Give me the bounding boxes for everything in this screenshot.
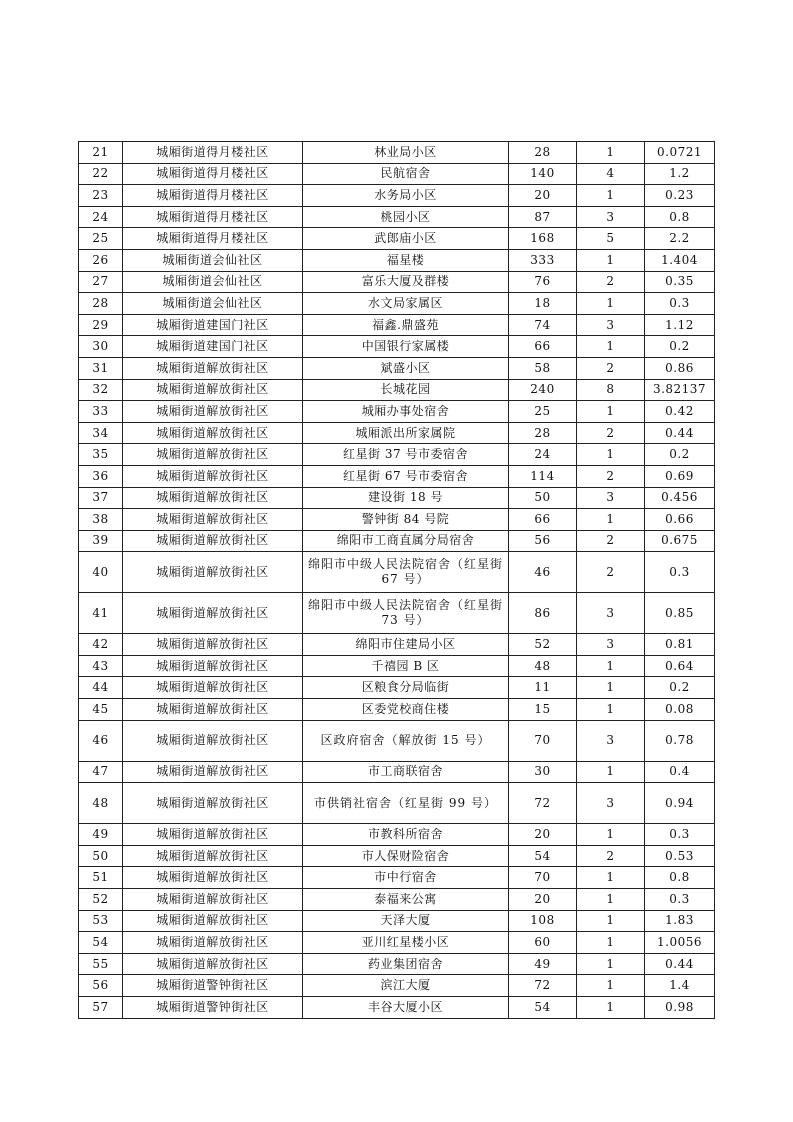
household-count: 15 — [509, 699, 577, 721]
row-number: 39 — [79, 530, 123, 552]
household-count: 28 — [509, 142, 577, 164]
building-count: 1 — [577, 889, 645, 911]
table-body — [79, 142, 715, 1019]
area-value: 0.2 — [645, 444, 715, 466]
residence-name: 中国银行家属楼 — [303, 336, 509, 358]
household-count: 52 — [509, 634, 577, 656]
row-number: 43 — [79, 655, 123, 677]
table-row — [79, 163, 715, 185]
residence-name: 区委党校商住楼 — [303, 699, 509, 721]
community-name: 城厢街道建国门社区 — [123, 336, 303, 358]
row-number: 57 — [79, 997, 123, 1019]
community-name: 城厢街道会仙社区 — [123, 271, 303, 293]
table-row — [79, 293, 715, 315]
building-count: 2 — [577, 465, 645, 487]
table-row — [79, 142, 715, 164]
table-row — [79, 783, 715, 824]
building-count: 3 — [577, 720, 645, 761]
row-number: 22 — [79, 163, 123, 185]
row-number: 51 — [79, 867, 123, 889]
community-name: 城厢街道会仙社区 — [123, 249, 303, 271]
building-count: 5 — [577, 228, 645, 250]
building-count: 1 — [577, 677, 645, 699]
row-number: 28 — [79, 293, 123, 315]
residence-name: 城厢派出所家属院 — [303, 422, 509, 444]
building-count: 4 — [577, 163, 645, 185]
community-name: 城厢街道解放街社区 — [123, 677, 303, 699]
household-count: 72 — [509, 975, 577, 997]
row-number: 40 — [79, 552, 123, 593]
community-name: 城厢街道解放街社区 — [123, 357, 303, 379]
building-count: 3 — [577, 783, 645, 824]
row-number: 52 — [79, 889, 123, 911]
table-row — [79, 953, 715, 975]
row-number: 27 — [79, 271, 123, 293]
community-name: 城厢街道得月楼社区 — [123, 163, 303, 185]
residence-name: 丰谷大厦小区 — [303, 997, 509, 1019]
table-row — [79, 228, 715, 250]
area-value: 0.0721 — [645, 142, 715, 164]
row-number: 26 — [79, 249, 123, 271]
building-count: 1 — [577, 699, 645, 721]
area-value: 0.3 — [645, 293, 715, 315]
community-name: 城厢街道解放街社区 — [123, 824, 303, 846]
table-row — [79, 336, 715, 358]
building-count: 1 — [577, 910, 645, 932]
residence-name: 泰福来公寓 — [303, 889, 509, 911]
row-number: 45 — [79, 699, 123, 721]
building-count: 3 — [577, 206, 645, 228]
community-name: 城厢街道得月楼社区 — [123, 142, 303, 164]
household-count: 87 — [509, 206, 577, 228]
table-row — [79, 206, 715, 228]
area-value: 0.44 — [645, 422, 715, 444]
area-value: 0.94 — [645, 783, 715, 824]
household-count: 70 — [509, 867, 577, 889]
area-value: 1.12 — [645, 314, 715, 336]
community-name: 城厢街道得月楼社区 — [123, 206, 303, 228]
residence-name: 民航宿舍 — [303, 163, 509, 185]
area-value: 0.98 — [645, 997, 715, 1019]
residence-name: 红星街 67 号市委宿舍 — [303, 465, 509, 487]
residence-name: 市人保财险宿舍 — [303, 845, 509, 867]
table-row — [79, 677, 715, 699]
area-value: 2.2 — [645, 228, 715, 250]
row-number: 25 — [79, 228, 123, 250]
building-count: 2 — [577, 530, 645, 552]
household-count: 20 — [509, 889, 577, 911]
household-count: 108 — [509, 910, 577, 932]
residence-name: 滨江大厦 — [303, 975, 509, 997]
area-value: 0.2 — [645, 677, 715, 699]
table-row — [79, 271, 715, 293]
residence-name: 绵阳市中级人民法院宿舍（红星街 73 号） — [303, 593, 509, 634]
community-name: 城厢街道解放街社区 — [123, 593, 303, 634]
building-count: 1 — [577, 185, 645, 207]
table-row — [79, 357, 715, 379]
community-name: 城厢街道解放街社区 — [123, 889, 303, 911]
row-number: 37 — [79, 487, 123, 509]
household-count: 76 — [509, 271, 577, 293]
residence-name: 建设街 18 号 — [303, 487, 509, 509]
household-count: 49 — [509, 953, 577, 975]
row-number: 55 — [79, 953, 123, 975]
community-name: 城厢街道得月楼社区 — [123, 228, 303, 250]
household-count: 18 — [509, 293, 577, 315]
area-value: 0.4 — [645, 761, 715, 783]
community-name: 城厢街道解放街社区 — [123, 379, 303, 401]
community-name: 城厢街道警钟街社区 — [123, 975, 303, 997]
residence-name: 市工商联宿舍 — [303, 761, 509, 783]
community-name: 城厢街道得月楼社区 — [123, 185, 303, 207]
household-count: 54 — [509, 997, 577, 1019]
household-count: 50 — [509, 487, 577, 509]
community-name: 城厢街道解放街社区 — [123, 867, 303, 889]
area-value: 1.83 — [645, 910, 715, 932]
table-row — [79, 975, 715, 997]
community-name: 城厢街道解放街社区 — [123, 761, 303, 783]
residence-name: 富乐大厦及群楼 — [303, 271, 509, 293]
household-count: 168 — [509, 228, 577, 250]
area-value: 0.456 — [645, 487, 715, 509]
household-count: 60 — [509, 932, 577, 954]
table-row — [79, 593, 715, 634]
table-row — [79, 487, 715, 509]
residence-name: 天泽大厦 — [303, 910, 509, 932]
area-value: 0.8 — [645, 206, 715, 228]
building-count: 1 — [577, 249, 645, 271]
area-value: 1.4 — [645, 975, 715, 997]
residence-name: 桃园小区 — [303, 206, 509, 228]
area-value: 0.78 — [645, 720, 715, 761]
building-count: 1 — [577, 293, 645, 315]
community-name: 城厢街道解放街社区 — [123, 699, 303, 721]
building-count: 1 — [577, 444, 645, 466]
residence-name: 林业局小区 — [303, 142, 509, 164]
household-count: 54 — [509, 845, 577, 867]
household-count: 240 — [509, 379, 577, 401]
building-count: 3 — [577, 634, 645, 656]
community-name: 城厢街道解放街社区 — [123, 655, 303, 677]
area-value: 0.08 — [645, 699, 715, 721]
table-row — [79, 249, 715, 271]
row-number: 35 — [79, 444, 123, 466]
row-number: 54 — [79, 932, 123, 954]
community-name: 城厢街道解放街社区 — [123, 720, 303, 761]
table-row — [79, 530, 715, 552]
row-number: 36 — [79, 465, 123, 487]
building-count: 1 — [577, 761, 645, 783]
table-row — [79, 185, 715, 207]
area-value: 0.2 — [645, 336, 715, 358]
data-table — [78, 141, 715, 1019]
residence-name: 斌盛小区 — [303, 357, 509, 379]
table-row — [79, 634, 715, 656]
table-row — [79, 824, 715, 846]
community-name: 城厢街道会仙社区 — [123, 293, 303, 315]
table-row — [79, 444, 715, 466]
table-row — [79, 401, 715, 423]
residence-name: 警钟街 84 号院 — [303, 509, 509, 531]
building-count: 2 — [577, 845, 645, 867]
row-number: 31 — [79, 357, 123, 379]
area-value: 1.2 — [645, 163, 715, 185]
row-number: 48 — [79, 783, 123, 824]
table-row — [79, 720, 715, 761]
residence-name: 亚川红星楼小区 — [303, 932, 509, 954]
household-count: 20 — [509, 824, 577, 846]
row-number: 23 — [79, 185, 123, 207]
household-count: 114 — [509, 465, 577, 487]
household-count: 30 — [509, 761, 577, 783]
table-row — [79, 699, 715, 721]
table-row — [79, 552, 715, 593]
area-value: 0.3 — [645, 889, 715, 911]
row-number: 44 — [79, 677, 123, 699]
community-name: 城厢街道解放街社区 — [123, 487, 303, 509]
table-row — [79, 379, 715, 401]
community-name: 城厢街道解放街社区 — [123, 932, 303, 954]
building-count: 2 — [577, 357, 645, 379]
residence-name: 武郎庙小区 — [303, 228, 509, 250]
row-number: 50 — [79, 845, 123, 867]
household-count: 56 — [509, 530, 577, 552]
building-count: 3 — [577, 487, 645, 509]
household-count: 72 — [509, 783, 577, 824]
area-value: 0.35 — [645, 271, 715, 293]
row-number: 42 — [79, 634, 123, 656]
area-value: 0.64 — [645, 655, 715, 677]
community-name: 城厢街道解放街社区 — [123, 910, 303, 932]
row-number: 24 — [79, 206, 123, 228]
household-count: 66 — [509, 336, 577, 358]
table-row — [79, 314, 715, 336]
residence-name: 区粮食分局临街 — [303, 677, 509, 699]
household-count: 46 — [509, 552, 577, 593]
building-count: 1 — [577, 975, 645, 997]
community-name: 城厢街道解放街社区 — [123, 530, 303, 552]
row-number: 46 — [79, 720, 123, 761]
table-row — [79, 422, 715, 444]
building-count: 1 — [577, 997, 645, 1019]
community-name: 城厢街道建国门社区 — [123, 314, 303, 336]
area-value: 1.404 — [645, 249, 715, 271]
residence-name: 市供销社宿舍（红星街 99 号） — [303, 783, 509, 824]
building-count: 1 — [577, 867, 645, 889]
community-name: 城厢街道解放街社区 — [123, 634, 303, 656]
area-value: 0.69 — [645, 465, 715, 487]
residence-name: 城厢办事处宿舍 — [303, 401, 509, 423]
residence-name: 福星楼 — [303, 249, 509, 271]
community-name: 城厢街道解放街社区 — [123, 552, 303, 593]
building-count: 2 — [577, 422, 645, 444]
community-name: 城厢街道解放街社区 — [123, 465, 303, 487]
area-value: 0.44 — [645, 953, 715, 975]
household-count: 74 — [509, 314, 577, 336]
residence-name: 区政府宿舍（解放街 15 号） — [303, 720, 509, 761]
area-value: 3.82137 — [645, 379, 715, 401]
building-count: 1 — [577, 932, 645, 954]
household-count: 25 — [509, 401, 577, 423]
household-count: 66 — [509, 509, 577, 531]
row-number: 56 — [79, 975, 123, 997]
household-count: 333 — [509, 249, 577, 271]
building-count: 1 — [577, 953, 645, 975]
residence-name: 药业集团宿舍 — [303, 953, 509, 975]
row-number: 33 — [79, 401, 123, 423]
household-count: 48 — [509, 655, 577, 677]
area-value: 0.66 — [645, 509, 715, 531]
building-count: 1 — [577, 336, 645, 358]
building-count: 1 — [577, 142, 645, 164]
row-number: 34 — [79, 422, 123, 444]
area-value: 0.85 — [645, 593, 715, 634]
building-count: 3 — [577, 593, 645, 634]
residence-name: 千禧园 B 区 — [303, 655, 509, 677]
building-count: 2 — [577, 271, 645, 293]
community-name: 城厢街道解放街社区 — [123, 401, 303, 423]
community-name: 城厢街道解放街社区 — [123, 422, 303, 444]
row-number: 49 — [79, 824, 123, 846]
residence-name: 水务局小区 — [303, 185, 509, 207]
area-value: 0.53 — [645, 845, 715, 867]
residence-name: 市中行宿舍 — [303, 867, 509, 889]
table-row — [79, 910, 715, 932]
household-count: 86 — [509, 593, 577, 634]
building-count: 1 — [577, 401, 645, 423]
residence-name: 市教科所宿舍 — [303, 824, 509, 846]
household-count: 20 — [509, 185, 577, 207]
area-value: 0.8 — [645, 867, 715, 889]
community-name: 城厢街道警钟街社区 — [123, 997, 303, 1019]
residence-name: 绵阳市住建局小区 — [303, 634, 509, 656]
residence-name: 长城花园 — [303, 379, 509, 401]
household-count: 24 — [509, 444, 577, 466]
table-row — [79, 997, 715, 1019]
area-value: 0.86 — [645, 357, 715, 379]
community-name: 城厢街道解放街社区 — [123, 953, 303, 975]
table-row — [79, 509, 715, 531]
residence-name: 绵阳市工商直属分局宿舍 — [303, 530, 509, 552]
building-count: 2 — [577, 552, 645, 593]
area-value: 1.0056 — [645, 932, 715, 954]
area-value: 0.3 — [645, 824, 715, 846]
community-name: 城厢街道解放街社区 — [123, 845, 303, 867]
household-count: 11 — [509, 677, 577, 699]
building-count: 1 — [577, 509, 645, 531]
household-count: 70 — [509, 720, 577, 761]
area-value: 0.23 — [645, 185, 715, 207]
table-row — [79, 761, 715, 783]
residence-name: 绵阳市中级人民法院宿舍（红星街 67 号） — [303, 552, 509, 593]
table-row — [79, 845, 715, 867]
residence-name: 红星街 37 号市委宿舍 — [303, 444, 509, 466]
household-count: 28 — [509, 422, 577, 444]
building-count: 3 — [577, 314, 645, 336]
row-number: 47 — [79, 761, 123, 783]
household-count: 58 — [509, 357, 577, 379]
table-row — [79, 655, 715, 677]
row-number: 38 — [79, 509, 123, 531]
table-row — [79, 465, 715, 487]
row-number: 21 — [79, 142, 123, 164]
area-value: 0.3 — [645, 552, 715, 593]
row-number: 30 — [79, 336, 123, 358]
table-row — [79, 932, 715, 954]
building-count: 1 — [577, 655, 645, 677]
area-value: 0.675 — [645, 530, 715, 552]
row-number: 41 — [79, 593, 123, 634]
row-number: 29 — [79, 314, 123, 336]
residence-name: 水文局家属区 — [303, 293, 509, 315]
area-value: 0.42 — [645, 401, 715, 423]
building-count: 8 — [577, 379, 645, 401]
building-count: 1 — [577, 824, 645, 846]
area-value: 0.81 — [645, 634, 715, 656]
residence-name: 福鑫.鼎盛苑 — [303, 314, 509, 336]
community-name: 城厢街道解放街社区 — [123, 783, 303, 824]
household-count: 140 — [509, 163, 577, 185]
community-name: 城厢街道解放街社区 — [123, 509, 303, 531]
table-row — [79, 867, 715, 889]
community-name: 城厢街道解放街社区 — [123, 444, 303, 466]
row-number: 53 — [79, 910, 123, 932]
table-row — [79, 889, 715, 911]
row-number: 32 — [79, 379, 123, 401]
